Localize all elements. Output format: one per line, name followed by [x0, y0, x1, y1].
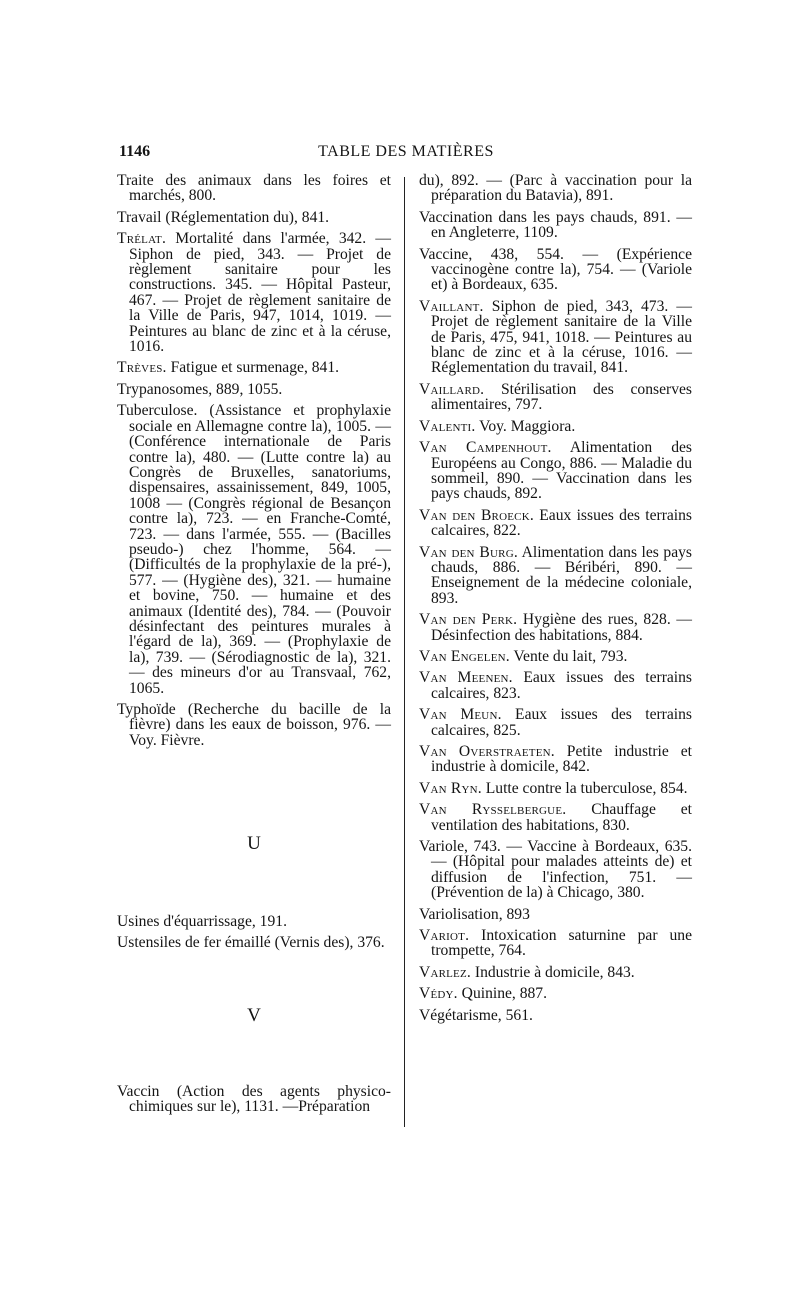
entry-text: Eaux issues des terrains calcaires, 822. — [431, 506, 693, 540]
entry-author: Van Engelen. — [419, 647, 510, 665]
entry-text: Quinine, 887. — [457, 985, 548, 1003]
section-letter-u: U — [247, 833, 261, 855]
index-entry — [419, 173, 692, 204]
left-column — [117, 173, 391, 1121]
entry-author: Trélat. — [117, 230, 167, 248]
index-entry — [117, 914, 391, 929]
running-title: TABLE DES MATIÈRES — [318, 143, 494, 160]
entry-text: Industrie à domicile, 843. — [471, 963, 635, 981]
entry-author: Van Ryn. — [419, 779, 482, 797]
index-entry — [419, 781, 692, 796]
entry-text: Variole, 743. — Vaccine à Bordeaux, 635. — (Hôpital pour malades atteints de) et diffusion de l'infection, 751. — (Prévention de la) à Chicago, 380. — [419, 838, 692, 902]
entry-text: Chauffage et ventilation des habitations, 830. — [431, 801, 692, 834]
section-letter-v: V — [247, 1005, 261, 1027]
left-entries-u — [117, 914, 391, 951]
right-column — [419, 173, 692, 1029]
index-entry — [419, 744, 692, 775]
index-entry — [419, 419, 692, 434]
entry-text: Usines d'équarrissage, 191. — [117, 912, 287, 930]
index-entry — [117, 403, 391, 696]
entry-text: Vaccin (Action des agents physico-chimiques sur le), 1131. —Préparation — [117, 1082, 391, 1116]
entry-text: Hygiène des rues, 828. — Désinfection des habitations, 884. — [431, 611, 692, 644]
entry-text: Vaccination dans les pays chauds, 891. — en Angleterre, 1109. — [419, 208, 692, 242]
entry-text: Mortalité dans l'armée, 342. — Siphon de pied, 343. — Projet de règlement sanitaire pour les constructions. 345. — Hôpital Pasteur, 467. — Projet de règlement sanitaire de la Ville de Paris, 947, 1014, 1019. — Peintures au blanc de zinc et à la céruse, 1016. — [129, 230, 391, 356]
page-header — [119, 143, 693, 165]
entry-author: Van den Burg. — [419, 543, 518, 561]
index-entry — [419, 508, 692, 539]
entry-text: Ustensiles de fer émaillé (Vernis des), 376. — [117, 934, 385, 952]
column-divider — [404, 177, 405, 1127]
index-entry — [419, 382, 692, 413]
entry-author: Van Meun. — [419, 706, 502, 724]
index-entry — [419, 907, 692, 922]
index-entry — [419, 928, 692, 959]
index-entry — [117, 173, 391, 204]
index-entry — [117, 231, 391, 354]
entry-text: Vaccine, 438, 554. — (Expérience vaccinogène contre la), 754. — (Variole et) à Bordeaux, 635. — [419, 245, 692, 294]
entry-text: Alimentation des Européens au Congo, 886. — Maladie du sommeil, 890. — Vaccination dans les pays chauds, 892. — [431, 439, 693, 503]
entry-author: Valenti. — [419, 417, 476, 435]
entry-text: Alimentation dans les pays chauds, 886. — Béribéri, 890. — Enseignement de la médecine coloniale, 893. — [431, 543, 692, 607]
index-entry — [419, 707, 692, 738]
entry-text: Travail (Réglementation du), 841. — [117, 208, 330, 226]
index-entry — [419, 839, 692, 901]
entry-text: Végétarisme, 561. — [419, 1006, 533, 1024]
entry-text: Stérilisation des conserves alimentaires, 797. — [431, 380, 692, 414]
entry-author: Van den Broeck. — [419, 506, 534, 524]
index-entry — [419, 247, 692, 293]
index-entry — [419, 612, 692, 643]
entry-text: Petite industrie et industrie à domicile, 842. — [431, 743, 692, 776]
entry-text: Traite des animaux dans les foires et marchés, 800. — [117, 172, 391, 205]
entry-text: Siphon de pied, 343, 473. — Projet de règlement sanitaire de la Ville de Paris, 475, 941, 1018. — Peintures au blanc de zinc et à la céruse, 1016. — Réglementation du travail, 841. — [431, 297, 692, 377]
entry-author: Vaillant. — [419, 297, 484, 315]
entry-author: Van Meenen. — [419, 669, 513, 687]
index-entry — [419, 670, 692, 701]
index-entry — [117, 1084, 391, 1115]
index-entry — [419, 210, 692, 241]
page-number: 1146 — [119, 143, 151, 160]
entry-author: Varlez. — [419, 963, 471, 981]
index-entry — [419, 440, 692, 502]
index-entry — [419, 802, 692, 833]
entry-author: Trèves. — [117, 359, 167, 377]
index-entry — [419, 986, 692, 1001]
entry-author: Variot. — [419, 927, 470, 945]
entry-text: Tuberculose. (Assistance et prophylaxie sociale en Allemagne contre la), 1005. — (Conférence internationale de Paris contre la), 480. — (Lutte contre la) au Congrès de Bruxelles, sanatoriums, dispensaires, assainissement, 849, 1005, 1008 — (Congrès régional de Besançon contre la), 723. — en Franche-Comté, 723. — dans l'armée, 555. — (Bacilles pseudo-) chez l'homme, 564. — (Difficultés de la prophylaxie de la pré-), 577. — (Hygiène des), 321. — humaine et bovine, 750. — humaine et des animaux (Identité des), 784. — (Pouvoir désinfectant des peintures murales à l'égard de la), 369. — (Prophylaxie de la), 739. — (Sérodiagnostic de la), 321. — des mineurs d'or au Transvaal, 762, 1065. — [117, 402, 391, 697]
index-entry — [419, 299, 692, 376]
entry-text: Eaux issues des terrains calcaires, 825. — [431, 706, 692, 739]
index-entry — [117, 210, 391, 225]
entry-author: Vaillard. — [419, 380, 485, 398]
left-entries-t — [117, 173, 391, 748]
entry-author: Van den Perk. — [419, 611, 518, 629]
entry-text: Typhoïde (Recherche du bacille de la fièvre) dans les eaux de boisson, 976. — Voy. Fièvre. — [117, 701, 391, 749]
index-entry — [419, 965, 692, 980]
entry-author: Van Overstraeten. — [419, 743, 555, 760]
entry-text: Voy. Maggiora. — [475, 417, 576, 435]
entry-author: Van Rysselbergue. — [419, 801, 567, 819]
index-entry — [117, 382, 391, 397]
index-entry — [117, 935, 391, 950]
entry-text: Trypanosomes, 889, 1055. — [117, 380, 283, 398]
entry-text: Vente du lait, 793. — [509, 647, 628, 665]
left-entries-v — [117, 1084, 391, 1115]
entry-author: Védy. — [419, 985, 458, 1003]
entry-text: du), 892. — (Parc à vaccination pour la préparation du Batavia), 891. — [419, 172, 692, 205]
entry-author: Van Campenhout. — [419, 439, 552, 457]
index-entry — [117, 702, 391, 748]
entry-text: Variolisation, 893 — [419, 905, 530, 923]
entry-text: Lutte contre la tuberculose, 854. — [481, 779, 688, 797]
entry-text: Eaux issues des terrains calcaires, 823. — [431, 669, 693, 702]
right-entries — [419, 173, 692, 1023]
entry-text: Fatigue et surmenage, 841. — [166, 359, 340, 377]
index-entry — [419, 545, 692, 607]
index-entry — [419, 1008, 692, 1023]
index-entry — [419, 649, 692, 664]
index-entry — [117, 360, 391, 375]
entry-text: Intoxication saturnine par une trompette, 764. — [431, 927, 692, 960]
